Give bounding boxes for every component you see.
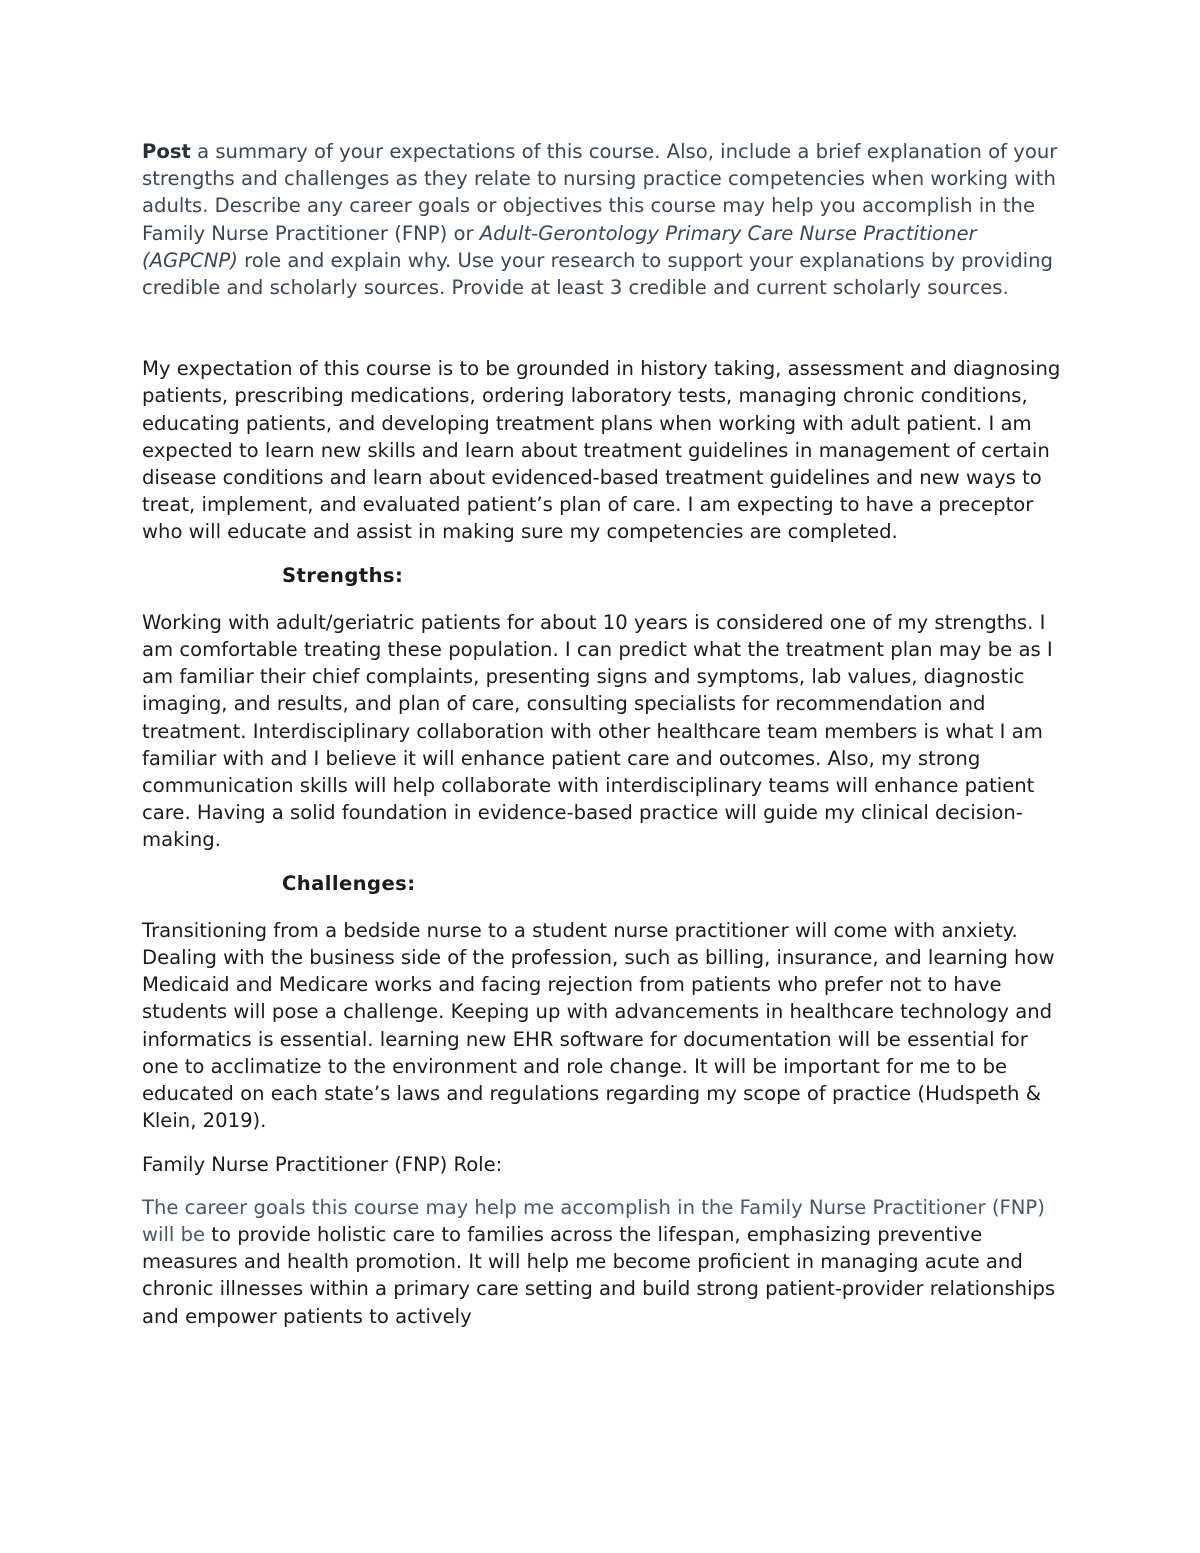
strengths-paragraph: Working with adult/geriatric patients for about 10 years is considered one of my strengths. I am comfortable treating these population. I can predict what the treatment plan may be as I am familiar their chief complaints, presenting signs and symptoms, lab values, diagnostic imaging, and results, and plan of care, consulting specialists for recommendation and treatment. Interdisciplinary collaboration with other healthcare team members is what I am familiar with and I believe it will enhance patient care and outcomes. Also, my strong communication skills will help collaborate with interdisciplinary teams will enhance patient care. Having a solid foundation in evidence-based practice will guide my clinical decision-making. bbox=[142, 610, 1053, 852]
challenges-heading: Challenges: bbox=[282, 871, 416, 895]
fnp-paragraph-rest: to provide holistic care to families across the lifespan, emphasizing preventive measures and health promotion. It will help me become proficient in managing acute and chronic illnesses within a primary care setting and build strong patient-provider relationships and empower patients to actively bbox=[142, 1222, 1056, 1328]
spacer bbox=[142, 301, 1062, 355]
fnp-paragraph bbox=[142, 1194, 1062, 1330]
expectations-paragraph: My expectation of this course is to be grounded in history taking, assessment and diagnosing patients, prescribing medications, ordering laboratory tests, managing chronic conditions, educating patients, and developing treatment plans when working with adult patient. I am expected to learn new skills and learn about treatment guidelines in management of certain disease conditions and learn about evidenced-based treatment guidelines and new ways to treat, implement, and evaluated patient’s plan of care. I am expecting to have a preceptor who will educate and assist in making sure my competencies are completed. bbox=[142, 357, 1061, 544]
fnp-paragraph-highlight: The career goals this course may help me accomplish in the Family Nurse Practitioner (FNP) will be bbox=[142, 1195, 1045, 1246]
strengths-heading: Strengths: bbox=[282, 563, 404, 587]
prompt-italic-role: Adult-Gerontology Primary Care Nurse Practitioner (AGPCNP) bbox=[142, 221, 977, 272]
document-page bbox=[142, 138, 1062, 1346]
prompt-lead: Post bbox=[142, 140, 191, 163]
challenges-paragraph: Transitioning from a bedside nurse to a student nurse practitioner will come with anxiety. Dealing with the business side of the profession, such as billing, insurance, and learning how Medicaid and Medicare works and facing rejection from patients who prefer not to have students will pose a challenge. Keeping up with advancements in healthcare technology and informatics is essential. learning new EHR software for documentation will be essential for one to acclimatize to the environment and role change. It will be important for me to be educated on each state’s laws and regulations regarding my scope of practice (Hudspeth & Klein, 2019). bbox=[142, 918, 1055, 1133]
prompt-text-1: a summary of your expectations of this course. Also, include a brief explanation of your strengths and challenges as they relate to nursing practice competencies when working with adults. Describe any career goals or objectives this course may help you accomplish in the Family Nurse Practitioner (FNP) or bbox=[142, 140, 1058, 245]
fnp-heading: Family Nurse Practitioner (FNP) Role: bbox=[142, 1152, 503, 1176]
prompt-text-2: role and explain why. Use your research to support your explanations by providing credible and scholarly sources. Provide at least 3 credible and current scholarly sources. bbox=[142, 248, 1053, 300]
assignment-prompt bbox=[142, 138, 1062, 301]
